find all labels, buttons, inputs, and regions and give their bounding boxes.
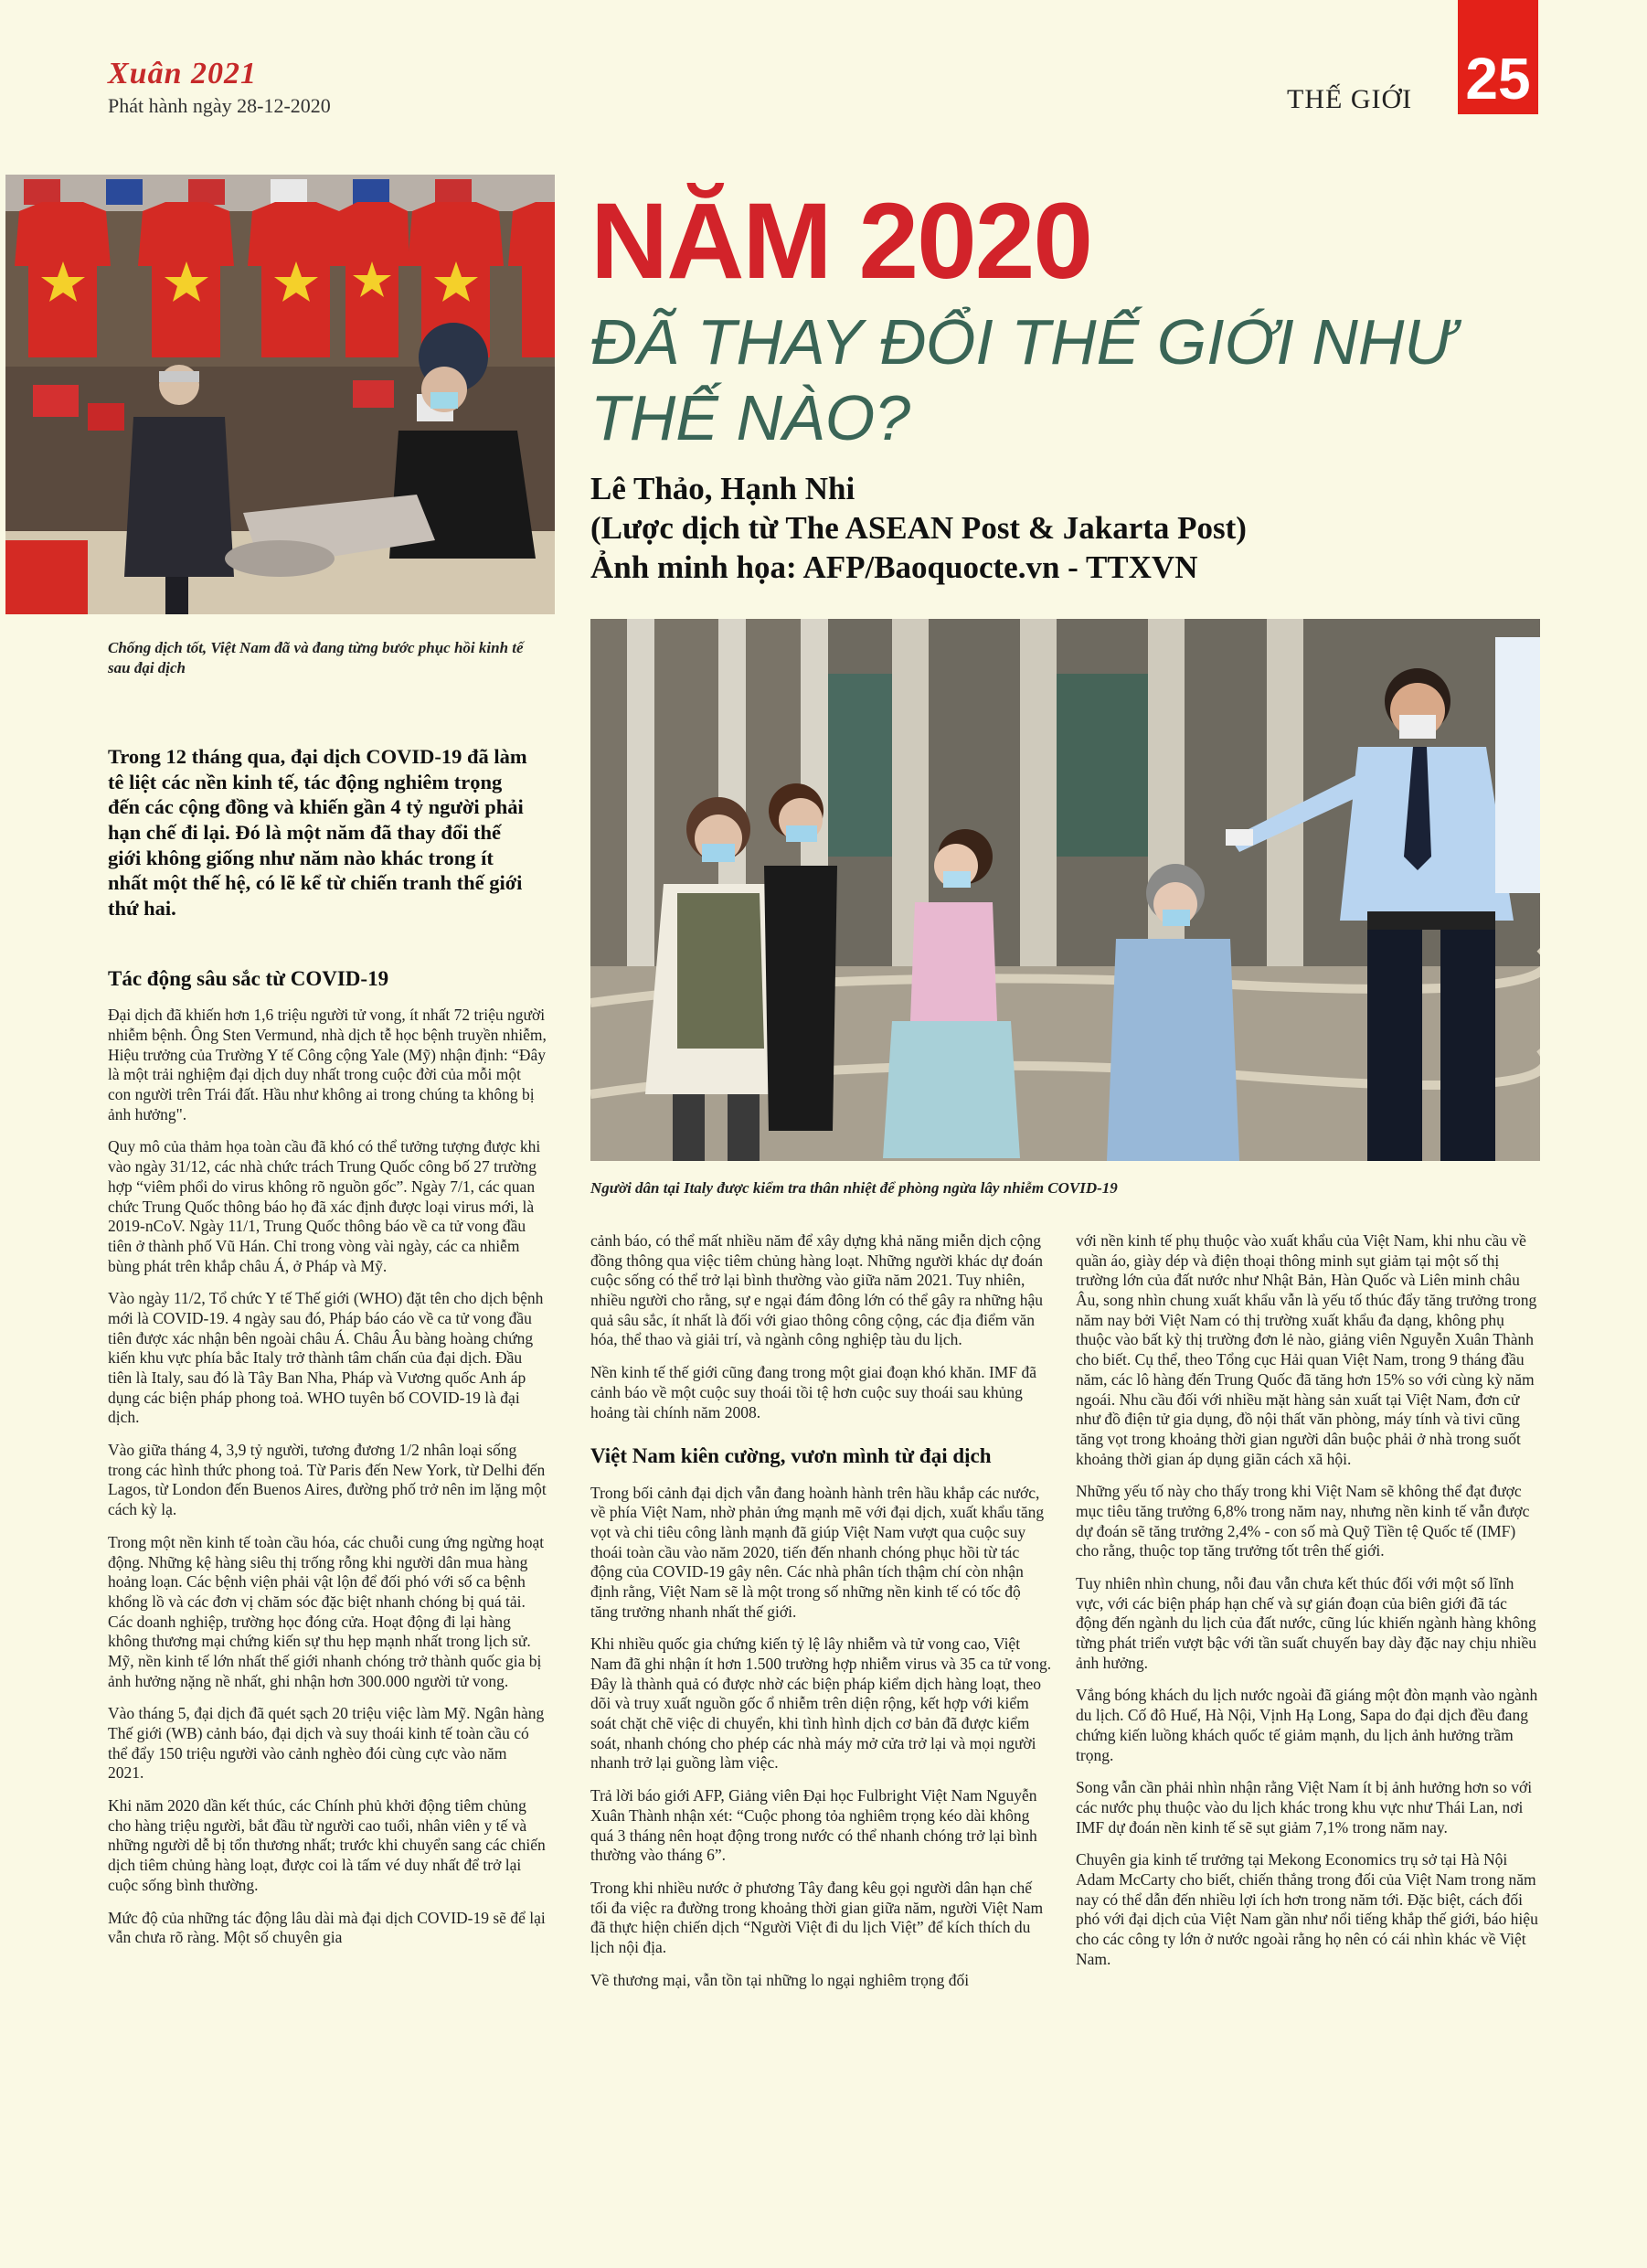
page-number-box: [1458, 0, 1538, 114]
top-photo-caption: Chống dịch tốt, Việt Nam đã và đang từng bước phục hồi kinh tế sau đại dịch: [108, 639, 524, 677]
col1-paragraph: Đại dịch đã khiến hơn 1,6 triệu người tử vong, ít nhất 72 triệu người nhiễm bệnh. Ông Sten Vermund, nhà dịch tễ học bệnh truyền nhiễm, Hiệu trưởng của Trường Y tế Công cộng Yale (Mỹ) nhận định: “Đây là một trải nghiệm đại dịch duy nhất trong cuộc đời của mỗi một con người trên Trái đất. Hầu như không ai trong chúng ta không bị ảnh hưởng".: [108, 1006, 547, 1123]
col3-paragraph: với nền kinh tế phụ thuộc vào xuất khẩu của Việt Nam, khi nhu cầu về quần áo, giày dép và điện thoại thông minh sụt giảm tại một số thị trường lớn của đất nước như Nhật Bản, Hàn Quốc và Liên minh châu Âu, song nhìn chung xuất khẩu vẫn là yếu tố thúc đẩy tăng trưởng trong năm nay bởi Việt Nam có thị trường xuất khẩu đa dạng, không phụ thuộc vào bất kỳ thị trường đơn lẻ nào, giảng viên Nguyễn Xuân Thành cho biết. Cụ thể, theo Tổng cục Hải quan Việt Nam, trong 9 tháng đầu năm, các lô hàng đến Trung Quốc đã tăng hơn 15% so với cùng kỳ năm ngoái. Nhu cầu đối với nhiều mặt hàng sản xuất tại Việt Nam, đơn cử như đồ điện tử gia dụng, đồ nội thất văn phòng, máy tính và tivi cũng tăng vọt trong khoảng thời gian người dân buộc phải ở nhà trong suốt khoảng thời gian áp dụng giãn cách xã hội.: [1076, 1231, 1537, 1468]
col2-paragraph: Trong bối cảnh đại dịch vẫn đang hoành hành trên hầu khắp các nước, về phía Việt Nam, nhờ phản ứng mạnh mẽ với đại dịch, xuất khẩu tăng vọt và chi tiêu công lành mạnh đã giúp Việt Nam vượt qua cuộc suy thoái toàn cầu vào năm 2020, tiến đến nhanh chóng phục hồi từ tác động của COVID-19 gây nên. Các nhà phân tích thậm chí còn nhận định rằng, Việt Nam sẽ là một trong số những nền kinh tế có tốc độ tăng trưởng nhanh nhất thế giới.: [590, 1483, 1045, 1621]
col1-heading: Tác động sâu sắc từ COVID-19: [108, 967, 389, 990]
col2-paragraph: Nền kinh tế thế giới cũng đang trong một giai đoạn khó khăn. IMF đã cảnh báo về một cuộc suy thoái tồi tệ hơn cuộc suy thoái sau khủng hoảng tài chính năm 2008.: [590, 1363, 1036, 1421]
col3-paragraph: Tuy nhiên nhìn chung, nỗi đau vẫn chưa kết thúc đối với một số lĩnh vực, với các biện pháp hạn chế và sự gián đoạn của biên giới đã tác động đến ngành du lịch của đất nước, cũng lúc khiến ngành hàng không từng phát triển vượt bậc với tần suất chuyến bay dày đặc nay chịu nhiều ảnh hưởng.: [1076, 1574, 1536, 1672]
col2-paragraph: Về thương mại, vẫn tồn tại những lo ngại nghiêm trọng đối: [590, 1970, 970, 1989]
col3-paragraph: Chuyên gia kinh tế trưởng tại Mekong Economics trụ sở tại Hà Nội Adam McCarty cho biết, chiến thắng trong đối của Việt Nam trong năm nay có thể dẫn đến nhiều lợi ích hơn trong năm tới. Đặc biệt, cách đối phó với đại dịch của Việt Nam gần như nổi tiếng khắp thế giới, báo hiệu cho các công ty lớn ở nước ngoài rằng họ nên có cái nhìn khác về Việt Nam.: [1076, 1850, 1538, 1968]
col2-paragraph: Trả lời báo giới AFP, Giảng viên Đại học Fulbright Việt Nam Nguyễn Xuân Thành nhận xét: “Cuộc phong tỏa nghiêm trọng kéo dài không quá 3 tháng nên hoạt động trong nước có thể nhanh chóng trở lại bình thường vào tháng 6”.: [590, 1786, 1037, 1865]
magazine-name: Xuân 2021: [108, 57, 257, 91]
main-photo-caption: Người dân tại Italy được kiểm tra thân nhiệt để phòng ngừa lây nhiễm COVID-19: [590, 1179, 1118, 1197]
col2-paragraph: cảnh báo, có thể mất nhiều năm để xây dựng khả năng miễn dịch cộng đồng thông qua việc tiêm chủng hàng loạt. Những người khác dự đoán cuộc sống có thể trở lại bình thường vào giữa năm 2021. Tuy nhiên, nhiều người cho rằng, sự e ngại đám đông lớn có thể gây ra những hậu quả sâu sắc, ít nhất là đối với giao thông công cộng, các địa điểm văn hóa, thể thao và giải trí, và ngành công nghiệp tàu du lịch.: [590, 1231, 1044, 1349]
col1-paragraph: Khi năm 2020 dần kết thúc, các Chính phủ khởi động tiêm chủng cho hàng triệu người, bắt đầu từ người cao tuổi, nhân viên y tế và những người dễ bị tổn thương nhất; trước khi chuyển sang các chiến dịch tiêm chủng hàng loạt, được coi là tấm vé duy nhất để trở lại cuộc sống bình thường.: [108, 1796, 546, 1894]
section-label: THẾ GIỚI: [1287, 84, 1413, 114]
col3-paragraph: Song vẫn cần phải nhìn nhận rằng Việt Nam ít bị ảnh hưởng hơn so với các nước phụ thuộc vào du lịch khác trong khu vực như Thái Lan, nơi IMF dự đoán nền kinh tế sẽ sụt giảm 7,1% trong năm nay.: [1076, 1778, 1533, 1837]
col2-paragraph: Khi nhiều quốc gia chứng kiến tỷ lệ lây nhiễm và tử vong cao, Việt Nam đã ghi nhận ít hơn 1.500 trường hợp nhiễm virus và 35 ca tử vong. Đây là thành quả có được nhờ các biện pháp kiểm dịch hàng loạt, theo dõi và truy xuất nguồn gốc ổ nhiễm trên diện rộng, kết hợp với kiểm soát chặt chẽ việc di chuyển, khi tình hình dịch cơ bản đã được kiểm soát, nhanh chóng cho phép các nhà máy mở cửa trở lại và mọi người nhanh trở lại guồng làm việc.: [590, 1634, 1052, 1773]
issue-date: Phát hành ngày 28-12-2020: [108, 94, 331, 117]
headline-question: ĐÃ THAY ĐỔI THẾ GIỚI NHƯ THẾ NÀO?: [590, 306, 1455, 453]
col1-paragraph: Mức độ của những tác động lâu dài mà đại dịch COVID-19 sẽ để lại vẫn chưa rõ ràng. Một số chuyên gia: [108, 1908, 546, 1947]
byline: [590, 469, 1247, 587]
page-number: 25: [1465, 46, 1531, 112]
col1-paragraph: Vào ngày 11/2, Tổ chức Y tế Thế giới (WHO) đặt tên cho dịch bệnh mới là COVID-19. 4 ngày sau đó, Pháp báo cáo về ca tử vong đầu tiên được xác nhận bên ngoài châu Á. Châu Âu bàng hoàng chứng kiến khu vực phía bắc Italy trở thành tâm chấn của đại dịch. Đầu tiên là Italy, sau đó là Tây Ban Nha, Pháp và Vương quốc Anh áp dụng các biện pháp phong toả. WHO tuyên bố COVID-19 là đại dịch.: [108, 1289, 544, 1427]
col1-paragraph: Trong một nền kinh tế toàn cầu hóa, các chuỗi cung ứng ngừng hoạt động. Những kệ hàng siêu thị trống rỗng khi người dân mua hàng hoảng loạn. Các bệnh viện phải vật lộn để đối phó với số ca bệnh khổng lồ và các đơn vị chăm sóc đặc biệt nhanh chóng bị quá tải. Các doanh nghiệp, trường học đóng cửa. Hoạt động đi lại hàng không thương mại chứng kiến sự thu hẹp mạnh nhất trong lịch sử. Mỹ, nền kinh tế lớn nhất thế giới nhanh chóng trở thành quốc gia bị ảnh hưởng nặng nề nhất, ghi nhận hơn 300.000 người tử vong.: [108, 1532, 545, 1690]
col3-paragraph: Vắng bóng khách du lịch nước ngoài đã giáng một đòn mạnh vào ngành du lịch. Cố đô Huế, Hà Nội, Vịnh Hạ Long, Sapa do đại dịch đều đang chứng kiến luồng khách quốc tế giảm mạnh, du lịch ảnh hưởng trầm trọng.: [1076, 1686, 1538, 1764]
translation-note: (Lược dịch từ The ASEAN Post & Jakarta Post): [590, 510, 1247, 547]
shop-street-photo: [5, 175, 555, 614]
column-1: [108, 965, 547, 1961]
col1-paragraph: Quy mô của thảm họa toàn cầu đã khó có thể tưởng tượng được khi vào ngày 31/12, các nhà chức trách Trung Quốc công bố 27 trường hợp “viêm phổi do virus không rõ nguồn gốc”. Ngày 7/1, các quan chức Trung Quốc thông báo họ đã xác định được loại virus mới, là 2019-nCoV. Ngày 11/1, Trung Quốc thông báo về ca tử vong đầu tiên ở thành phố Vũ Hán. Chỉ trong vòng vài ngày, các ca nhiễm bùng phát trên khắp châu Á, ở Pháp và Mỹ.: [108, 1137, 541, 1275]
italy-temperature-check-photo: [590, 619, 1540, 1161]
col1-paragraph: Vào giữa tháng 4, 3,9 tỷ người, tương đương 1/2 nhân loại sống trong các hình thức phong toả. Từ Paris đến New York, từ Delhi đến Lagos, từ London đến Buenos Aires, đường phố trở nên im lặng một cách kỳ lạ.: [108, 1441, 547, 1519]
col1-paragraph: Vào tháng 5, đại dịch đã quét sạch 20 triệu việc làm Mỹ. Ngân hàng Thế giới (WB) cảnh báo, đại dịch và suy thoái kinh tế toàn cầu có thể đẩy 150 triệu người vào cảnh nghèo đói cùng cực vào năm 2021.: [108, 1704, 545, 1783]
authors: Lê Thảo, Hạnh Nhi: [590, 471, 855, 506]
col3-paragraph: Những yếu tố này cho thấy trong khi Việt Nam sẽ không thể đạt được mục tiêu tăng trưởng 6,8% trong năm nay, nhưng nền kinh tế vẫn được dự đoán sẽ tăng trưởng 2,4% - con số mà Quỹ Tiền tệ Quốc tế (IMF) cho rằng, thuộc top tăng trưởng tốt trên thế giới.: [1076, 1482, 1530, 1560]
col2-heading: Việt Nam kiên cường, vươn mình từ đại dịch: [590, 1444, 992, 1468]
lead-paragraph: Trong 12 tháng qua, đại dịch COVID-19 đã làm tê liệt các nền kinh tế, tác động nghiêm trọng đến các cộng đồng và khiến gần 4 tỷ người phải hạn chế đi lại. Đó là một năm đã thay đổi thế giới không giống như năm nào khác trong ít nhất một thế hệ, có lẽ kể từ chiến tranh thế giới thứ hai.: [108, 745, 527, 921]
photo-credit: Ảnh minh họa: AFP/Baoquocte.vn - TTXVN: [590, 549, 1198, 586]
column-3: [1076, 1231, 1540, 1982]
col2-paragraph: Trong khi nhiều nước ở phương Tây đang kêu gọi người dân hạn chế tối đa việc ra đường trong khoảng thời gian giữa năm, người Việt Nam đã thực hiện chiến dịch “Người Việt đi du lịch Việt” để kích thích du lịch nội địa.: [590, 1878, 1044, 1956]
headline-year: NĂM 2020: [590, 181, 1092, 302]
column-2: [590, 1231, 1052, 2003]
